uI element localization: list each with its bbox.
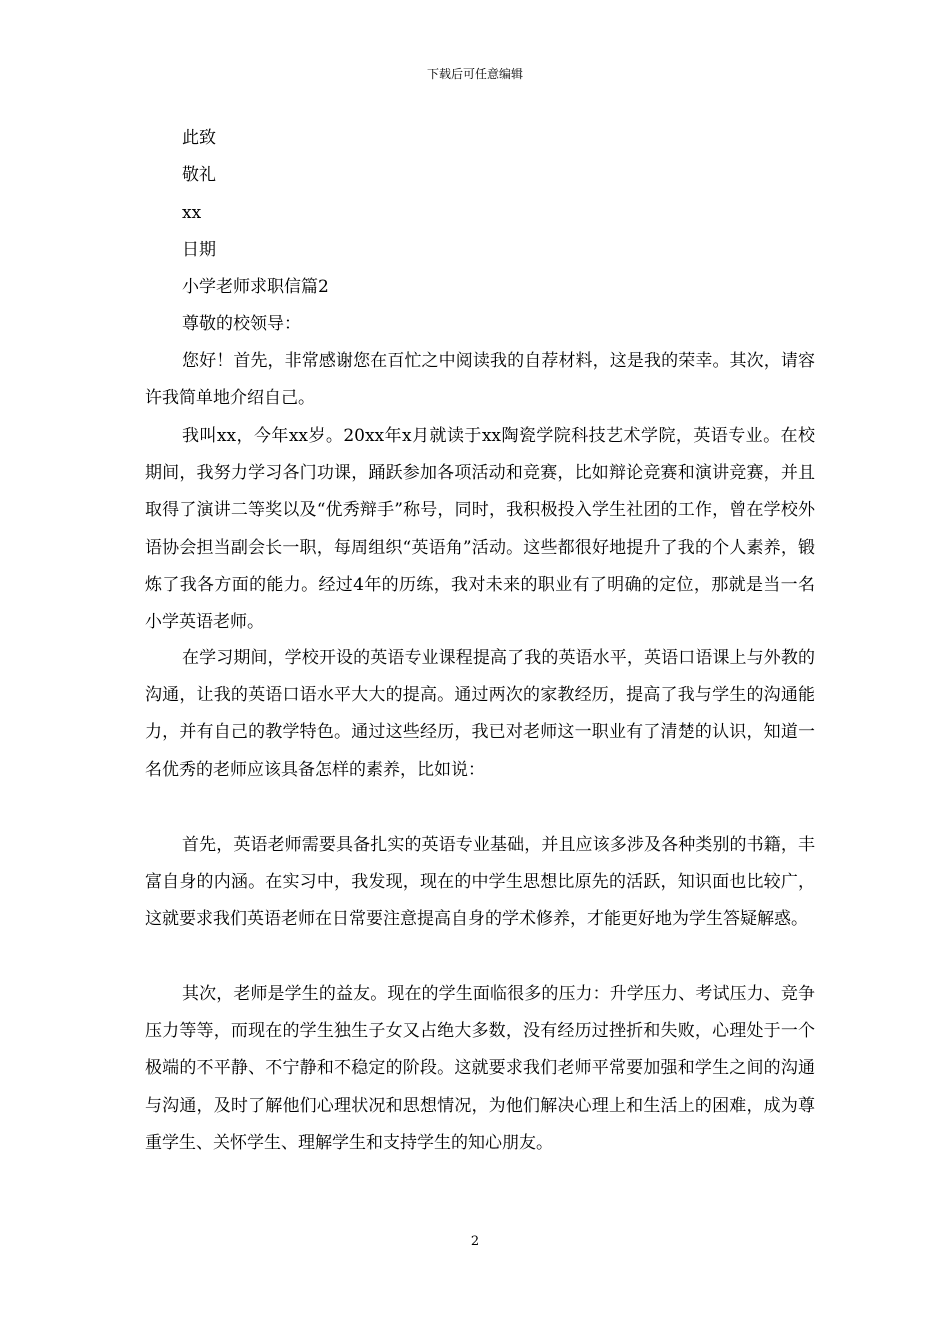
closing-line-2: 敬礼: [182, 165, 216, 185]
header-note: 下载后可任意编辑: [426, 67, 523, 81]
paragraph-4: 首先，英语老师需要具备扎实的英语专业基础，并且应该多涉及各种类别的书籍，丰富自身的内涵。在实习中，我发现，现在的中学生思想比原先的活跃，知识面也比较广，这就要求我们英语老师在日常要注意提高自身的学术修养，才能更好地为学生答疑解惑。: [145, 835, 815, 930]
salutation: 尊敬的校领导：: [182, 314, 301, 334]
paragraph-5: 其次，老师是学生的益友。现在的学生面临很多的压力：升学压力、考试压力、竞争压力等等，而现在的学生独生子女又占绝大多数，没有经历过挫折和失败，心理处于一个极端的不平静、不宁静和不稳定的阶段。这就要求我们老师平常要加强和学生之间的沟通与沟通，及时了解他们心理状况和思想情况，为他们解决心理上和生活上的困难，成为尊重学生、关怀学生、理解学生和支持学生的知心朋友。: [145, 984, 815, 1153]
closing-line-1: 此致: [182, 128, 216, 148]
section-title: 小学老师求职信篇2: [182, 277, 329, 297]
paragraph-3: 在学习期间，学校开设的英语专业课程提高了我的英语水平，英语口语课上与外教的沟通，让我的英语口语水平大大的提高。通过两次的家教经历，提高了我与学生的沟通能力，并有自己的教学特色。通过这些经历，我已对老师这一职业有了清楚的认识，知道一名优秀的老师应该具备怎样的素养，比如说：: [145, 648, 815, 780]
signature: xx: [182, 203, 202, 223]
page-number: 2: [470, 1234, 480, 1249]
date-line: 日期: [182, 240, 216, 260]
paragraph-1: 您好！首先，非常感谢您在百忙之中阅读我的自荐材料，这是我的荣幸。其次，请容许我简单地介绍自己。: [145, 351, 815, 409]
paragraph-2: 我叫xx，今年xx岁。20xx年x月就读于xx陶瓷学院科技艺术学院，英语专业。在校期间，我努力学习各门功课，踊跃参加各项活动和竞赛，比如辩论竞赛和演讲竞赛，并且取得了演讲二等奖以及“优秀辩手”称号，同时，我积极投入学生社团的工作，曾在学校外语协会担当副会长一职，每周组织“英语角”活动。这些都很好地提升了我的个人素养，锻炼了我各方面的能力。经过4年的历练，我对未来的职业有了明确的定位，那就是当一名小学英语老师。: [145, 426, 815, 633]
